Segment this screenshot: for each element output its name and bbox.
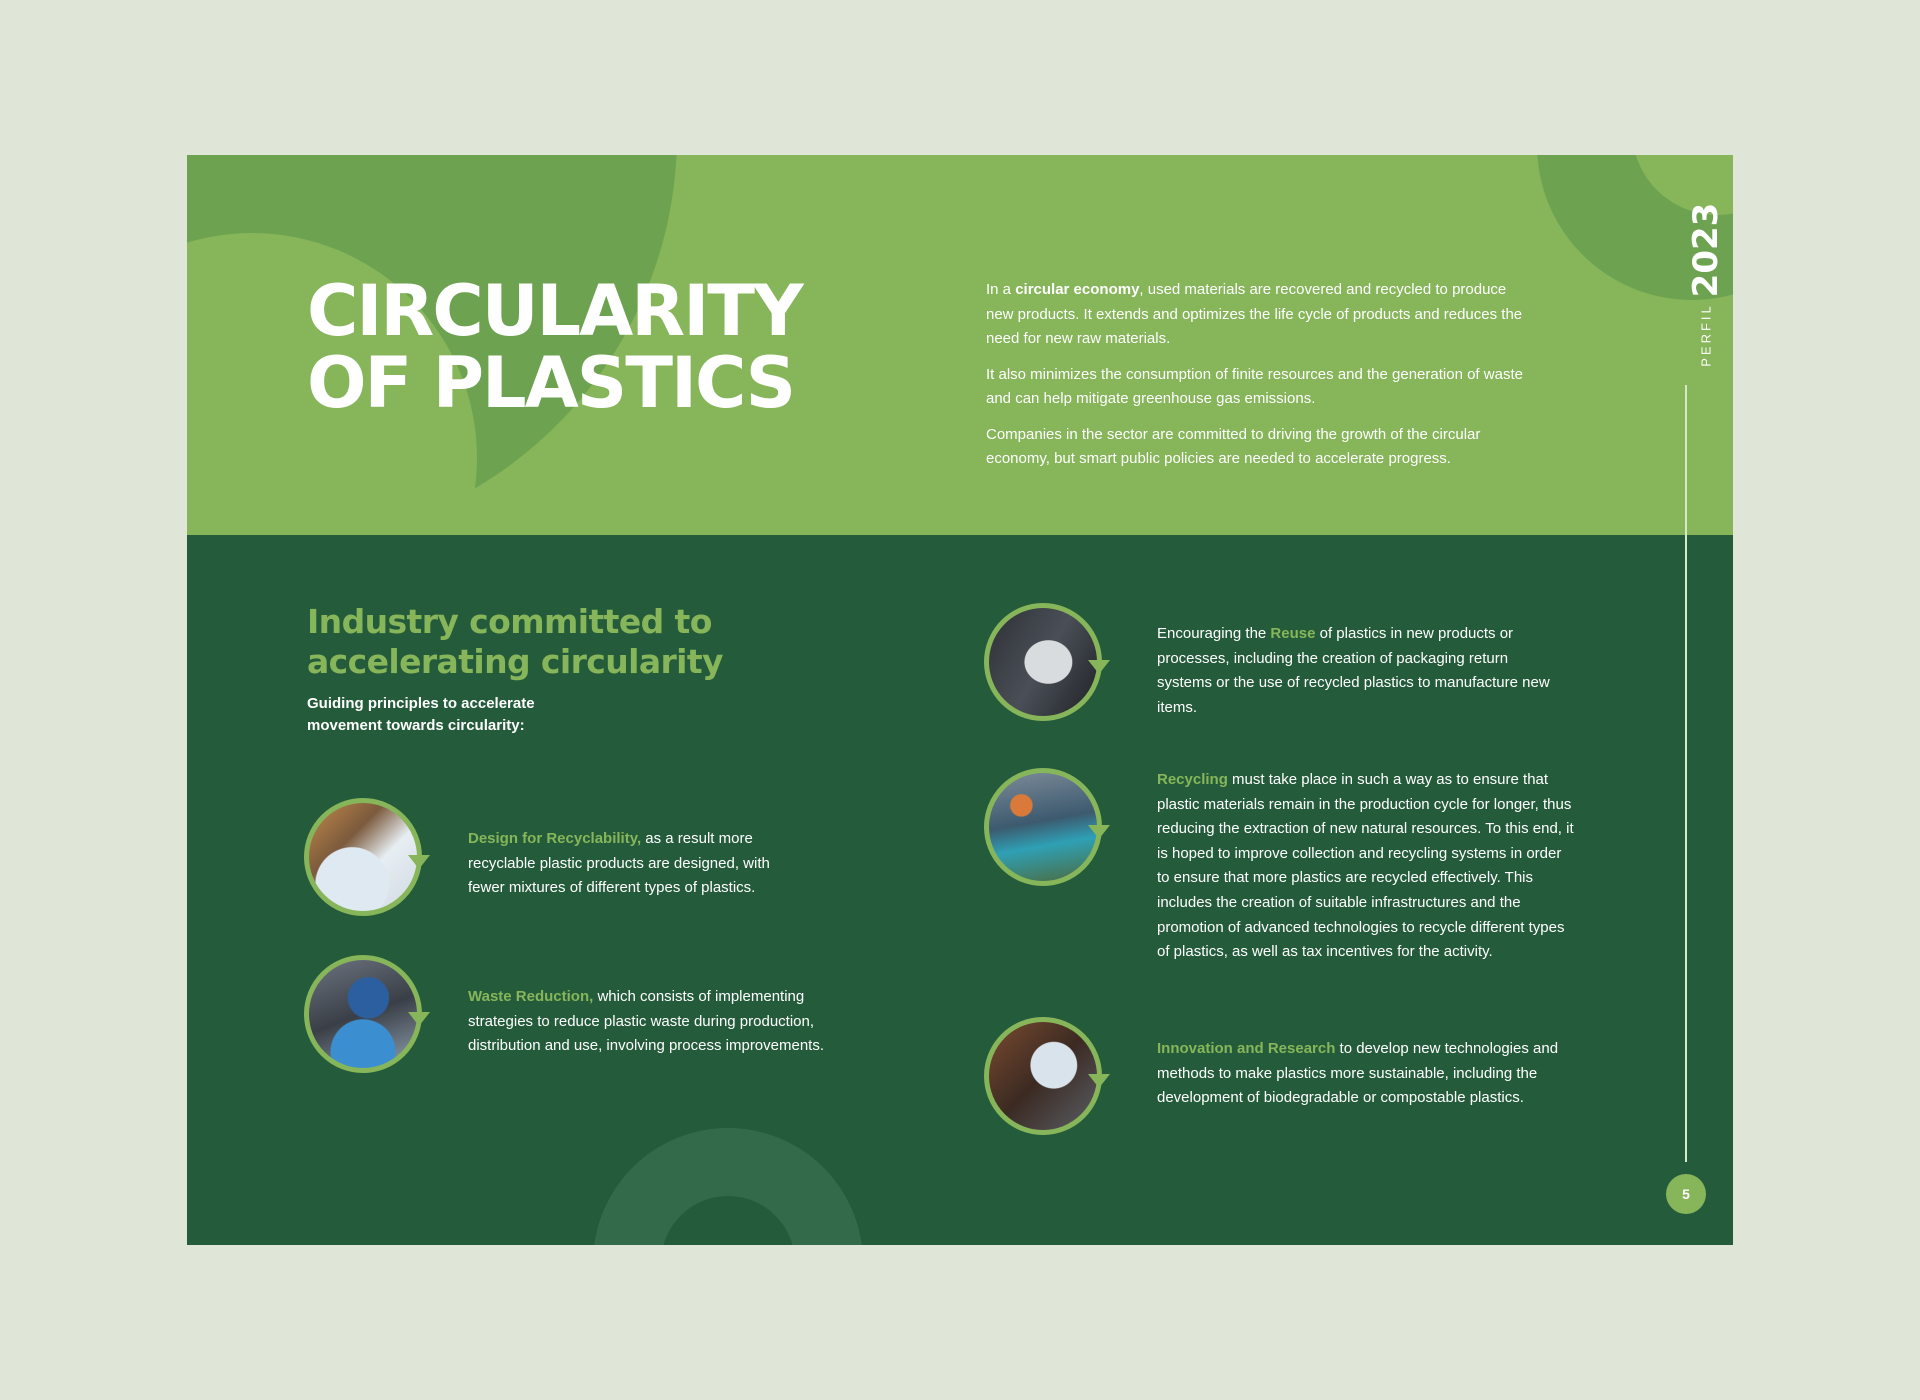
page-title-line-2: OF PLASTICS [307, 342, 795, 424]
principle-reuse-title: Reuse [1270, 625, 1316, 642]
principle-reuse-prefix: Encouraging the [1157, 625, 1271, 642]
section-heading: Industry committed to accelerating circularity [307, 602, 723, 681]
intro-p1-rest: , used materials are recovered and recycled to produce new products. It extends and optimizes the life cycle of products and reduces the need for new raw materials. [986, 281, 1523, 347]
arrow-icon [1088, 825, 1110, 839]
arrow-icon [1088, 660, 1110, 674]
recycling-plant-photo-icon [984, 768, 1102, 886]
report-page [187, 155, 1733, 1245]
intro-text [986, 278, 1526, 483]
hero-section [187, 155, 1733, 535]
principle-innovation-text: to develop new technologies and methods to make plastics more sustainable, including the development of biodegradable or compostable plastics. [1157, 1040, 1559, 1107]
intro-p1-prefix: In a [986, 281, 1016, 298]
intro-p1-bold: circular economy [1015, 281, 1140, 298]
side-year-text: 2023 [1686, 202, 1726, 298]
principle-design [468, 827, 808, 901]
arrow-icon [408, 1012, 430, 1026]
side-year [1686, 202, 1726, 298]
arrow-icon [408, 855, 430, 869]
side-label [1686, 295, 1726, 375]
pouch-photo-icon [984, 603, 1102, 721]
principle-waste-text: which consists of implementing strategies to reduce plastic waste during production, distribution and use, involving process improvements. [468, 988, 825, 1055]
side-label-text: PERFIL [1698, 303, 1714, 367]
research-screen-photo-icon [984, 1017, 1102, 1135]
page-title-line-1: CIRCULARITY [307, 270, 802, 352]
principle-recycling [1157, 768, 1577, 965]
intro-paragraph-2: It also minimizes the consumption of finite resources and the generation of waste and can help mitigate greenhouse gas emissions. [986, 365, 1523, 407]
intro-paragraph-1 [986, 278, 1526, 352]
side-divider [1685, 385, 1687, 1162]
design-photo-icon [304, 798, 422, 916]
principle-design-title: Design for Recyclability, [468, 830, 642, 847]
principle-innovation [1157, 1037, 1587, 1111]
intro-paragraph-3: Companies in the sector are committed to driving the growth of the circular economy, but smart public policies are needed to accelerate progress. [986, 425, 1481, 467]
principle-reuse-text: of plastics in new products or processes, including the creation of packaging return systems or the use of recycled plastics to manufacture new items. [1157, 625, 1550, 716]
principle-waste-title: Waste Reduction, [468, 988, 594, 1005]
principle-innovation-title: Innovation and Research [1157, 1040, 1336, 1057]
principle-reuse [1157, 622, 1557, 720]
principle-waste [468, 985, 858, 1059]
section-subheading: Guiding principles to accelerate movement towards circularity: [307, 695, 535, 734]
page-title [307, 270, 802, 424]
arrow-icon [1088, 1074, 1110, 1088]
plastic-pellets-photo-icon [304, 955, 422, 1073]
principle-design-text: as a result more recyclable plastic products are designed, with fewer mixtures of different types of plastics. [468, 830, 770, 897]
page-number-badge: 5 [1666, 1174, 1706, 1214]
principle-recycling-title: Recycling [1157, 771, 1228, 788]
principle-recycling-text: must take place in such a way as to ensure that plastic materials remain in the production cycle for longer, thus reducing the extraction of new natural resources. To this end, it is hoped to improve collection and recycling systems in order to ensure that more plastics are recycled effectively. This includes the creation of suitable infrastructures and the promotion of advanced technologies to recycle different types of plastics, as well as tax incentives for the activity. [1157, 771, 1574, 961]
